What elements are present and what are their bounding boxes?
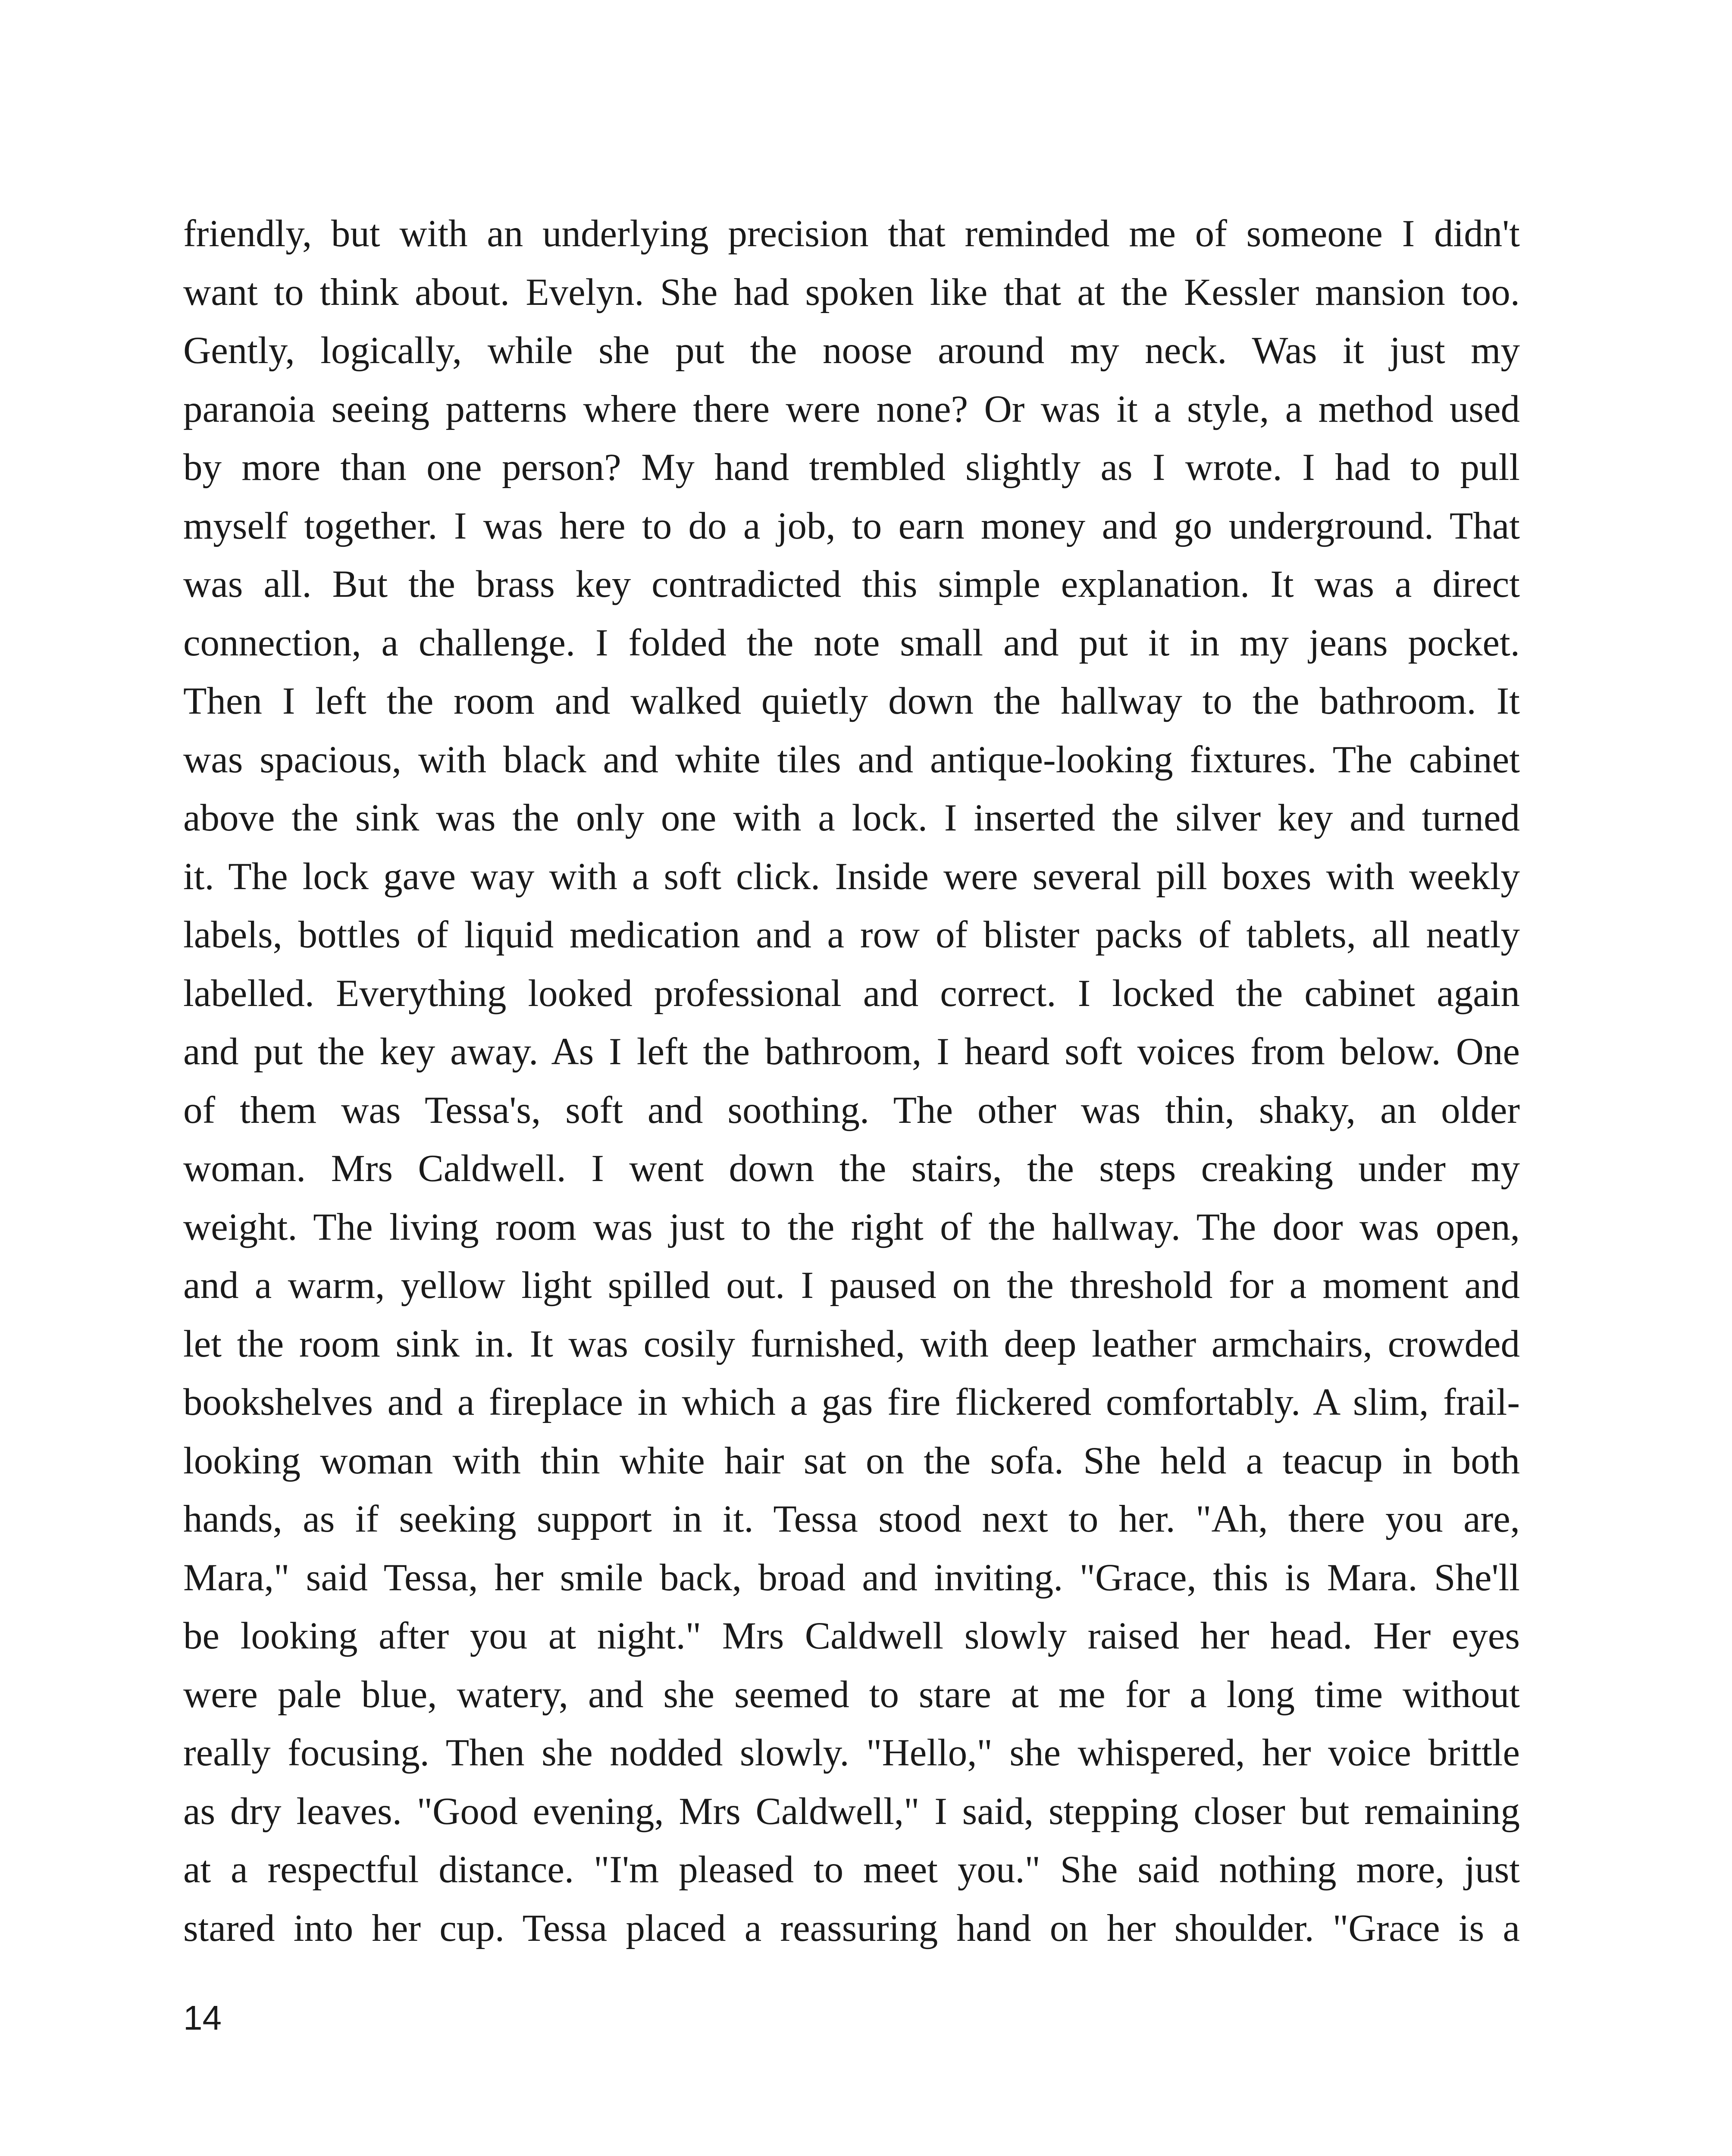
text-line-12: it. The lock gave way with a soft click. Inside were several pill boxes with weekly (183, 855, 1520, 898)
text-line-18: weight. The living room was just to the right of the hallway. The door was open, (183, 1206, 1520, 1248)
text-line-25: be looking after you at night." Mrs Caldwell slowly raised her head. Her eyes (183, 1615, 1520, 1657)
text-line-22: looking woman with thin white hair sat on the sofa. She held a teacup in both (183, 1439, 1520, 1482)
text-line-3: Gently, logically, while she put the noose around my neck. Was it just my (183, 329, 1520, 372)
text-line-13: labels, bottles of liquid medication and a row of blister packs of tablets, all neatly (183, 914, 1520, 956)
text-line-26: were pale blue, watery, and she seemed to stare at me for a long time without (183, 1673, 1520, 1716)
text-line-14: labelled. Everything looked professional and correct. I locked the cabinet again (183, 972, 1520, 1015)
text-line-9: Then I left the room and walked quietly down the hallway to the bathroom. It (183, 680, 1520, 722)
text-line-28: as dry leaves. "Good evening, Mrs Caldwell," I said, stepping closer but remaining (183, 1790, 1520, 1833)
text-line-8: connection, a challenge. I folded the note small and put it in my jeans pocket. (183, 621, 1520, 664)
text-line-20: let the room sink in. It was cosily furnished, with deep leather armchairs, crowded (183, 1322, 1520, 1365)
text-line-23: hands, as if seeking support in it. Tessa stood next to her. "Ah, there you are, (183, 1498, 1520, 1540)
text-line-4: paranoia seeing patterns where there were none? Or was it a style, a method used (183, 388, 1520, 430)
text-line-6: myself together. I was here to do a job, to earn money and go underground. That (183, 505, 1520, 547)
text-line-16: of them was Tessa's, soft and soothing. The other was thin, shaky, an older (183, 1089, 1520, 1131)
text-line-15: and put the key away. As I left the bathroom, I heard soft voices from below. One (183, 1031, 1520, 1073)
text-line-30: stared into her cup. Tessa placed a reassuring hand on her shoulder. "Grace is a (183, 1907, 1520, 1949)
text-line-24: Mara," said Tessa, her smile back, broad and inviting. "Grace, this is Mara. She'll (183, 1556, 1520, 1599)
page-number: 14 (183, 1999, 222, 2037)
text-line-17: woman. Mrs Caldwell. I went down the stairs, the steps creaking under my (183, 1147, 1520, 1190)
text-line-2: want to think about. Evelyn. She had spoken like that at the Kessler mansion too. (183, 271, 1520, 313)
text-line-19: and a warm, yellow light spilled out. I paused on the threshold for a moment and (183, 1264, 1520, 1307)
text-line-5: by more than one person? My hand trembled slightly as I wrote. I had to pull (183, 446, 1520, 489)
text-line-21: bookshelves and a fireplace in which a gas fire flickered comfortably. A slim, frail- (183, 1381, 1520, 1423)
text-line-1: friendly, but with an underlying precision that reminded me of someone I didn't (183, 213, 1520, 255)
text-line-11: above the sink was the only one with a lock. I inserted the silver key and turned (183, 797, 1520, 839)
text-line-29: at a respectful distance. "I'm pleased to meet you." She said nothing more, just (183, 1849, 1520, 1891)
text-line-27: really focusing. Then she nodded slowly. "Hello," she whispered, her voice brittle (183, 1732, 1520, 1774)
text-line-7: was all. But the brass key contradicted this simple explanation. It was a direct (183, 563, 1520, 605)
body-text (183, 205, 1520, 1958)
text-line-10: was spacious, with black and white tiles and antique-looking fixtures. The cabinet (183, 738, 1520, 781)
